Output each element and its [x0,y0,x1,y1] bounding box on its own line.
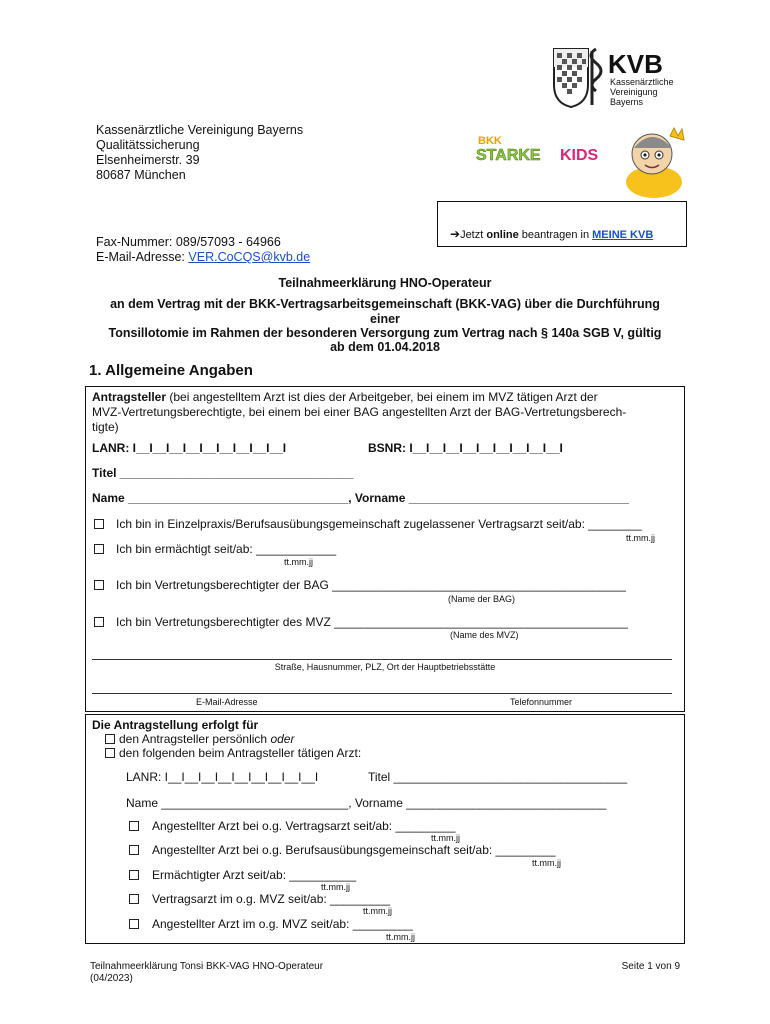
checkbox-item[interactable] [129,845,139,855]
sender-line: Kassenärztliche Vereinigung Bayerns [96,123,304,137]
bag-name-hint: (Name der BAG) [448,594,516,604]
checkbox-ermaechtigt[interactable] [94,544,104,554]
checkbox-einzelpraxis[interactable] [94,519,104,529]
lanr-field[interactable]: LANR: I__I__I__I__I__I__I__I__I__I [92,441,287,455]
application-for-heading: Die Antragstellung erfolgt für [92,718,259,732]
email-phone-input-line[interactable] [92,693,672,694]
title-field[interactable]: Titel ___________________________________ [92,466,354,480]
date-hint: tt.mm.jj [321,882,350,892]
option-self [119,732,294,746]
section-heading: 1. Allgemeine Angaben [89,362,253,379]
applicant-intro-rest: (bei angestelltem Arzt ist dies der Arbeitgeber, bei einem im MVZ tätigen Arzt der [166,390,598,404]
page-number: Seite 1 von 9 [621,961,680,972]
bkk-starke-kids-logo [474,120,692,200]
name-field-2[interactable]: Name ____________________________, Vorname ______________________________ [126,796,607,810]
employment-option: Ermächtigter Arzt seit/ab: __________ [152,868,357,882]
bsnr-field[interactable]: BSNR: I__I__I__I__I__I__I__I__I__I [368,441,563,455]
option-bag: Ich bin Vertretungsberechtigter der BAG ____________________________________________ [116,578,626,592]
option-einzelpraxis: Ich bin in Einzelpraxis/Berufsausübungsgemeinschaft zugelassener Vertragsarzt seit/ab: ________ [116,517,642,531]
footer-left [90,961,323,985]
name-field[interactable]: Name _________________________________, Vorname _________________________________ [92,491,629,505]
employment-option: Angestellter Arzt bei o.g. Vertragsarzt seit/ab: _________ [152,819,456,833]
contact-info [96,235,310,265]
email-hint: E-Mail-Adresse [196,697,258,707]
date-hint: tt.mm.jj [431,833,460,843]
meine-kvb-link[interactable]: MEINE KVB [592,229,654,241]
footer-doc-version: (04/2023) [90,973,133,984]
checkbox-mvz[interactable] [94,617,104,627]
date-hint: tt.mm.jj [284,557,313,567]
bkk-text: BKK [478,135,502,147]
lanr-field-2[interactable]: LANR: I__I__I__I__I__I__I__I__I__I [126,770,319,784]
checkbox-item[interactable] [129,870,139,880]
email-label: E-Mail-Adresse: [96,250,189,264]
starke-text: STARKE [476,147,541,164]
applicant-intro-2: MVZ-Vertretungsberechtigte, bei einem bei einer BAG angestellten Arzt der BAG-Vertretungsberech- [92,405,627,419]
title-field-2[interactable]: Titel ___________________________________ [368,770,628,784]
kvb-crest-icon [548,45,688,109]
option-self-or: oder [270,732,295,746]
address-input-line[interactable] [92,659,672,660]
footer-doc-title: Teilnahmeerklärung Tonsi BKK-VAG HNO-Operateur [90,961,324,972]
form-subtitle-3: Tonsillotomie im Rahmen der besonderen Versorgung zum Vertrag nach § 140a SGB V, gültig [108,326,662,340]
option-ermaechtigt: Ich bin ermächtigt seit/ab: ____________ [116,542,337,556]
kvb-sub-1: Kassenärztliche [610,77,674,87]
online-apply-text [450,227,653,241]
form-title: Teilnahmeerklärung HNO-Operateur [278,276,492,290]
sender-line: Elsenheimerstr. 39 [96,153,200,167]
applicant-section [85,386,685,712]
online-mid: beantragen in [518,229,593,241]
arrow-right-icon: ➔ [450,227,461,241]
applicant-intro [92,390,598,404]
form-subtitle-2: einer [370,312,400,326]
application-for-section [85,714,685,944]
employment-option: Angestellter Arzt bei o.g. Berufsausübungsgemeinschaft seit/ab: _________ [152,843,556,857]
date-hint: tt.mm.jj [386,932,415,942]
checkbox-item[interactable] [129,919,139,929]
checkbox-item[interactable] [129,894,139,904]
kids-text: KIDS [560,147,599,164]
form-subtitle-4: ab dem 01.04.2018 [330,340,440,354]
online-apply-box [437,201,687,247]
mascot-icon [626,128,684,198]
email-link[interactable]: VER.CoCQS@kvb.de [188,250,311,264]
kvb-sub-2: Vereinigung [610,87,658,97]
date-hint: tt.mm.jj [363,906,392,916]
sender-address [96,123,303,183]
online-pre: Jetzt [460,229,487,241]
checkbox-other[interactable] [105,748,115,758]
sender-line: Qualitätssicherung [96,138,200,152]
employment-option: Vertragsarzt im o.g. MVZ seit/ab: _________ [152,892,391,906]
checkbox-self[interactable] [105,734,115,744]
form-subtitle-1: an dem Vertrag mit der BKK-Vertragsarbeitsgemeinschaft (BKK-VAG) über die Durchführung [110,297,660,311]
fax-number: Fax-Nummer: 089/57093 - 64966 [96,235,281,249]
online-bold: online [486,229,519,241]
checkbox-bag[interactable] [94,580,104,590]
employment-option: Angestellter Arzt im o.g. MVZ seit/ab: _________ [152,917,413,931]
mvz-name-hint: (Name des MVZ) [450,630,519,640]
kvb-sub-3: Bayerns [610,97,644,107]
applicant-label: Antragsteller [92,390,167,404]
kvb-name: KVB [608,49,663,79]
option-mvz: Ich bin Vertretungsberechtigter des MVZ ____________________________________________ [116,615,628,629]
applicant-intro-3: tigte) [92,420,119,434]
address-hint: Straße, Hausnummer, PLZ, Ort der Hauptbetriebsstätte [274,662,496,672]
option-self-text: den Antragsteller persönlich [119,732,271,746]
kvb-logo [548,45,688,109]
option-other: den folgenden beim Antragsteller tätigen Arzt: [119,746,362,760]
sender-line: 80687 München [96,168,186,182]
checkbox-item[interactable] [129,821,139,831]
email-line [96,250,310,265]
date-hint: tt.mm.jj [626,533,655,543]
phone-hint: Telefonnummer [510,697,573,707]
date-hint: tt.mm.jj [532,858,561,868]
